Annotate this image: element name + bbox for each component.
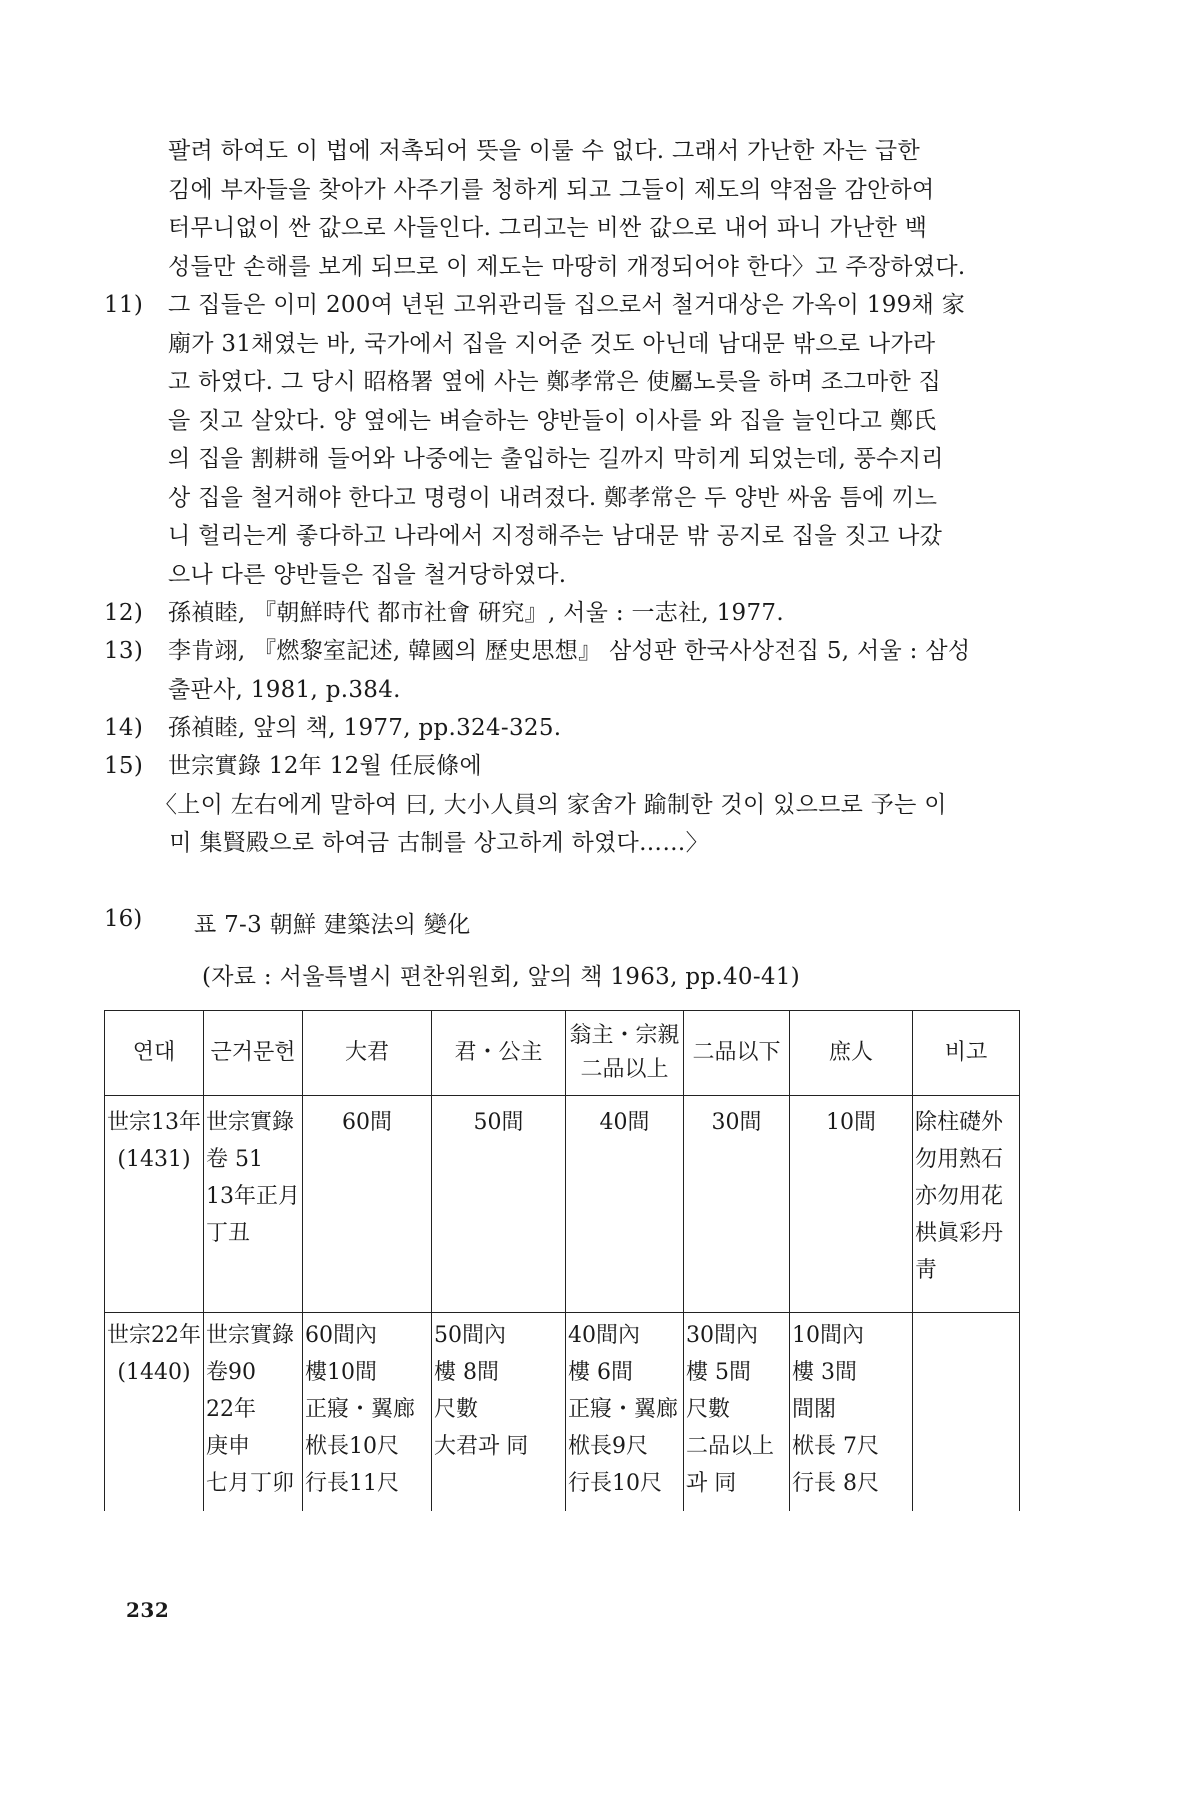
footnote-line: 으나 다른 양반들은 집을 철거당하였다. <box>168 561 567 588</box>
cell-text: 七月丁卯 <box>206 1471 295 1496</box>
table-cell <box>303 1313 432 1512</box>
footnote-line: 世宗實錄 12年 12월 任辰條에 <box>168 753 483 779</box>
cell-text: 40間 <box>599 1110 650 1135</box>
table-cell <box>303 1096 432 1313</box>
cell-text: 行長 8尺 <box>792 1471 879 1496</box>
cell-text: 栿長9尺 <box>568 1434 648 1459</box>
building-law-table <box>104 1010 1020 1511</box>
cell-text: 世宗實錄 <box>206 1110 295 1135</box>
header-text: 君・公主 <box>454 1040 543 1065</box>
intro-paragraph <box>168 132 1028 286</box>
header-text: 庶人 <box>828 1040 873 1065</box>
cell-text: 除柱礎外 <box>915 1110 1004 1135</box>
footnote-number: 14) <box>104 715 144 741</box>
header-text: 비고 <box>944 1040 988 1065</box>
header-text: 大君 <box>344 1040 389 1065</box>
footnote-line: 상 집을 철거해야 한다고 명령이 내려졌다. 鄭孝常은 두 양반 싸움 틈에 끼느 <box>168 484 938 511</box>
cell-text: 60間 <box>342 1110 392 1135</box>
footnote-13 <box>104 632 1028 709</box>
cell-text: 10間內 <box>792 1323 864 1348</box>
footnote-line: 그 집들은 이미 200여 년된 고위관리들 집으로서 철거대상은 가옥이 199채 家 <box>168 292 965 318</box>
footnote-line: 孫禎睦, 『朝鮮時代 都市社會 硏究』, 서울 : 一志社, 1977. <box>168 600 784 626</box>
footnote-line: 고 하였다. 그 당시 昭格署 옆에 사는 鄭孝常은 使屬노릇을 하며 조그마한 집 <box>168 369 942 395</box>
table-cell <box>432 1096 566 1313</box>
table-cell <box>105 1313 204 1512</box>
cell-text: 尺數 <box>434 1397 479 1422</box>
footnote-line: 미 集賢殿으로 하여금 古制를 상고하게 하였다……〉 <box>154 830 709 856</box>
footnote-line: 의 집을 割耕해 들어와 나중에는 출입하는 길까지 막히게 되었는데, 풍수지리 <box>168 446 944 472</box>
table-cell <box>204 1096 303 1313</box>
table-cell <box>684 1096 790 1313</box>
cell-text: 13年正月 <box>206 1184 300 1209</box>
cell-text: 庚申 <box>206 1434 251 1459</box>
cell-text: 丁丑 <box>206 1221 251 1246</box>
table-source: (자료 : 서울특별시 편찬위원회, 앞의 책 1963, pp.40-41) <box>202 964 801 990</box>
footnote-number: 15) <box>104 753 144 779</box>
table-cell <box>204 1313 303 1512</box>
footnote-line: 李肯翊, 『燃黎室記述, 韓國의 歷史思想』 삼성판 한국사상전집 5, 서울 : 삼성 <box>168 638 971 664</box>
table-cell <box>566 1096 684 1313</box>
table-cell <box>432 1313 566 1512</box>
cell-text: 60間內 <box>305 1323 377 1348</box>
footnote-15 <box>104 747 1028 863</box>
cell-text: 과 同 <box>686 1471 737 1496</box>
cell-text: 50間內 <box>434 1323 506 1348</box>
cell-text: 間閣 <box>792 1397 837 1422</box>
cell-text: 二品以上 <box>686 1434 775 1459</box>
cell-text: 尺數 <box>686 1397 731 1422</box>
footnote-line: 〈上이 左右에게 말하여 曰, 大小人員의 家舍가 踰制한 것이 있으므로 予는 이 <box>154 791 947 818</box>
table-row <box>105 1313 1020 1512</box>
table-header-cell <box>913 1011 1020 1096</box>
footnote-12 <box>104 594 1028 633</box>
footnote-11 <box>104 286 1028 594</box>
cell-text: 樓 5間 <box>686 1360 751 1385</box>
table-cell <box>913 1313 1020 1512</box>
intro-line: 팔려 하여도 이 법에 저촉되어 뜻을 이룰 수 없다. 그래서 가난한 자는 급한 <box>168 138 920 164</box>
table-header-cell <box>432 1011 566 1096</box>
footnote-line: 을 짓고 살았다. 양 옆에는 벼슬하는 양반들이 이사를 와 집을 늘인다고 鄭氏 <box>168 407 937 434</box>
cell-text: (1440) <box>117 1360 191 1385</box>
intro-line: 성들만 손해를 보게 되므로 이 제도는 마땅히 개정되어야 한다〉고 주장하였다. <box>168 253 966 280</box>
cell-text: 30間內 <box>686 1323 758 1348</box>
footnote-14 <box>104 709 1028 748</box>
cell-text: 樓 3間 <box>792 1360 857 1385</box>
table-cell <box>913 1096 1020 1313</box>
footnote-line: 廟가 31채였는 바, 국가에서 집을 지어준 것도 아닌데 남대문 밖으로 나가라 <box>168 330 936 357</box>
cell-text: 大君과 同 <box>434 1434 529 1459</box>
cell-text: 世宗22年 <box>107 1323 201 1348</box>
cell-text: 亦勿用花 <box>915 1184 1004 1209</box>
cell-text: 行長11尺 <box>305 1471 399 1496</box>
cell-text: 栿長10尺 <box>305 1434 399 1459</box>
cell-text: 栿長 7尺 <box>792 1434 879 1459</box>
table-header-cell <box>105 1011 204 1096</box>
table-title: 표 7-3 朝鮮 建築法의 變化 <box>194 912 471 938</box>
intro-line: 김에 부자들을 찾아가 사주기를 청하게 되고 그들이 제도의 약점을 감안하여 <box>168 176 935 203</box>
table-cell <box>566 1313 684 1512</box>
header-text: 연대 <box>132 1040 176 1065</box>
footnote-line: 孫禎睦, 앞의 책, 1977, pp.324-325. <box>168 715 562 741</box>
cell-text: 卷 51 <box>206 1147 263 1172</box>
table-header-cell <box>204 1011 303 1096</box>
cell-text: 靑 <box>915 1258 938 1283</box>
cell-text: 勿用熟石 <box>915 1147 1004 1172</box>
cell-text: 40間內 <box>568 1323 640 1348</box>
cell-text: 樓 6間 <box>568 1360 633 1385</box>
table-cell <box>790 1313 913 1512</box>
table-row <box>105 1096 1020 1313</box>
header-text: 翁主・宗親 <box>569 1023 680 1048</box>
table-footnote-number: 16) <box>104 906 143 932</box>
header-text: 근거문헌 <box>210 1040 296 1065</box>
cell-text: 世宗13年 <box>107 1110 201 1135</box>
cell-text: 10間 <box>826 1110 876 1135</box>
footnote-line: 출판사, 1981, p.384. <box>168 676 401 703</box>
table-header-cell <box>684 1011 790 1096</box>
cell-text: (1431) <box>117 1147 191 1172</box>
footnote-line: 니 헐리는게 좋다하고 나라에서 지정해주는 남대문 밖 공지로 집을 짓고 나갔 <box>168 523 943 549</box>
cell-text: 樓10間 <box>305 1360 377 1385</box>
cell-text: 樓 8間 <box>434 1360 499 1385</box>
table-header-row <box>105 1011 1020 1096</box>
footnote-number: 11) <box>104 292 144 318</box>
header-text: 二品以上 <box>580 1057 669 1082</box>
cell-text: 世宗實錄 <box>206 1323 295 1348</box>
table-header-cell <box>790 1011 913 1096</box>
intro-line: 터무니없이 싼 값으로 사들인다. 그리고는 비싼 값으로 내어 파니 가난한 백 <box>168 215 928 241</box>
table-header-cell <box>303 1011 432 1096</box>
page-number: 232 <box>126 1598 170 1622</box>
cell-text: 22年 <box>206 1397 256 1422</box>
table-cell <box>684 1313 790 1512</box>
footnote-number: 12) <box>104 600 144 626</box>
cell-text: 50間 <box>473 1110 524 1135</box>
cell-text: 卷90 <box>206 1360 256 1385</box>
table-header-cell <box>566 1011 684 1096</box>
cell-text: 正寢・翼廊 <box>305 1397 416 1422</box>
cell-text: 正寢・翼廊 <box>568 1397 679 1422</box>
cell-text: 30間 <box>711 1110 762 1135</box>
table-cell <box>105 1096 204 1313</box>
table-cell <box>790 1096 913 1313</box>
header-text: 二品以下 <box>692 1040 781 1065</box>
footnote-number: 13) <box>104 638 144 664</box>
cell-text: 行長10尺 <box>568 1471 662 1496</box>
cell-text: 栱眞彩丹 <box>915 1221 1004 1246</box>
